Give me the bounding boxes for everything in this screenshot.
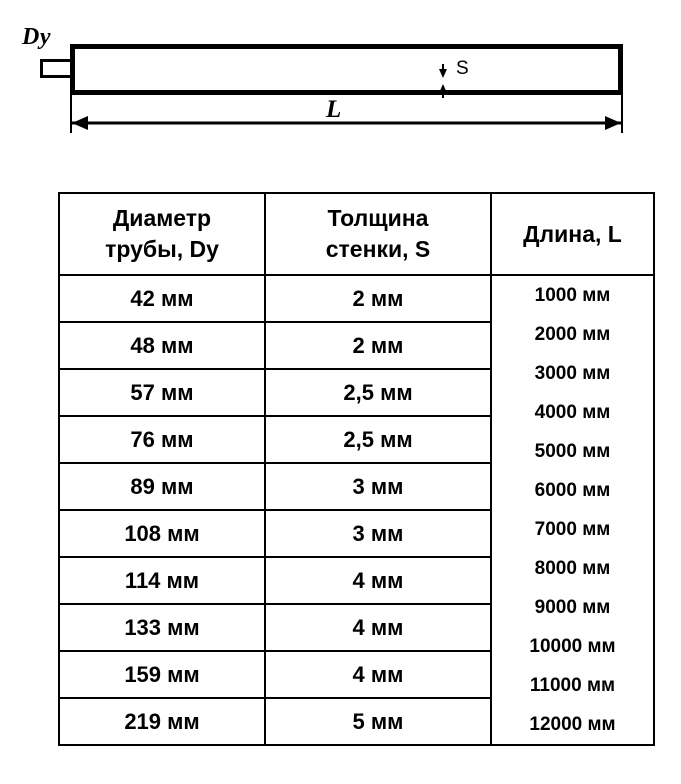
cell-diameter: 114 мм xyxy=(59,557,265,604)
pipe-diagram xyxy=(0,0,681,180)
column-header-thickness xyxy=(265,193,491,275)
pipe-spec-table xyxy=(58,192,655,746)
cell-diameter: 133 мм xyxy=(59,604,265,651)
cell-diameter: 76 мм xyxy=(59,416,265,463)
cell-diameter: 159 мм xyxy=(59,651,265,698)
cell-diameter: 108 мм xyxy=(59,510,265,557)
list-item: 10000 мм xyxy=(529,635,616,657)
list-item: 7000 мм xyxy=(534,518,611,540)
cell-thickness: 5 мм xyxy=(265,698,491,745)
list-item: 6000 мм xyxy=(534,479,611,501)
cell-diameter: 42 мм xyxy=(59,275,265,322)
cell-diameter: 48 мм xyxy=(59,322,265,369)
length-label: L xyxy=(326,96,342,123)
wall-thickness-label: S xyxy=(456,58,469,79)
column-header-diameter-line2: трубы, Dy xyxy=(105,236,219,263)
cell-length-list xyxy=(491,275,654,745)
cell-thickness: 2 мм xyxy=(265,322,491,369)
cell-diameter: 57 мм xyxy=(59,369,265,416)
cell-diameter: 89 мм xyxy=(59,463,265,510)
list-item: 1000 мм xyxy=(534,284,611,306)
diameter-label: Dy xyxy=(22,24,51,50)
cell-thickness: 3 мм xyxy=(265,510,491,557)
pipe-spec-table-wrapper xyxy=(58,192,623,746)
column-header-diameter xyxy=(59,193,265,275)
table-header-row xyxy=(59,193,654,275)
column-header-thickness-line1: Толщина xyxy=(327,205,429,231)
list-item: 12000 мм xyxy=(529,713,616,735)
table-body xyxy=(59,275,654,745)
cell-thickness: 2 мм xyxy=(265,275,491,322)
cell-thickness: 4 мм xyxy=(265,604,491,651)
table-row xyxy=(59,275,654,322)
cell-diameter: 219 мм xyxy=(59,698,265,745)
list-item: 8000 мм xyxy=(534,557,611,579)
list-item: 2000 мм xyxy=(534,323,611,345)
cell-thickness: 2,5 мм xyxy=(265,369,491,416)
column-header-diameter-line1: Диаметр xyxy=(112,205,212,231)
column-header-length: Длина, L xyxy=(491,193,654,275)
length-dimension-arrow-icon xyxy=(70,112,623,134)
length-list xyxy=(496,276,649,744)
pipe-end-stub xyxy=(40,59,74,78)
cell-thickness: 2,5 мм xyxy=(265,416,491,463)
list-item: 9000 мм xyxy=(534,596,611,618)
cell-thickness: 4 мм xyxy=(265,651,491,698)
list-item: 5000 мм xyxy=(534,440,611,462)
list-item: 4000 мм xyxy=(534,401,611,423)
list-item: 11000 мм xyxy=(529,674,616,696)
column-header-thickness-line2: стенки, S xyxy=(325,236,431,263)
cell-thickness: 3 мм xyxy=(265,463,491,510)
table-head xyxy=(59,193,654,275)
list-item: 3000 мм xyxy=(534,362,611,384)
cell-thickness: 4 мм xyxy=(265,557,491,604)
wall-thickness-arrow-icon xyxy=(436,62,450,100)
pipe-body xyxy=(70,44,623,95)
